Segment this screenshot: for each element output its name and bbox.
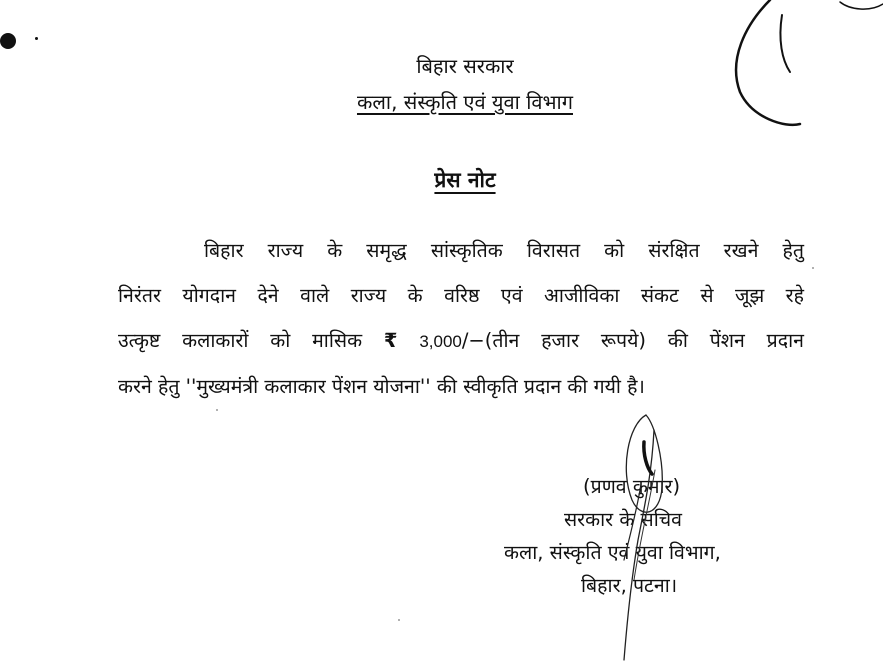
body-line-1: बिहार राज्य के समृद्ध सांस्कृतिक विरासत को संरक्षित रखने हेतु [204,239,804,262]
signatory-location: बिहार, पटना। [581,574,678,597]
pension-amount: 3,000 [419,332,462,351]
signatory-department: कला, संस्कृति एवं युवा विभाग, [504,541,721,564]
rupee-symbol: ₹ [383,329,398,352]
department-name: कला, संस्कृति एवं युवा विभाग [356,90,573,114]
government-name: बिहार सरकार [416,54,514,78]
press-note-title: प्रेस नोट [434,168,496,192]
signatory-name: (प्रणव कुमार) [583,475,681,498]
body-line-3: उत्कृष्ट कलाकारों को मासिक ₹ 3,000/−(तीन हजार रूपये) की पेंशन प्रदान [118,329,805,352]
signatory-designation: सरकार के सचिव [564,508,682,531]
body-line-4: करने हेतु ''मुख्यमंत्री कलाकार पेंशन योजना'' की स्वीकृति प्रदान की गयी है। [118,375,645,398]
body-line-2: निरंतर योगदान देने वाले राज्य के वरिष्ठ एवं आजीविका संकट से जूझ रहे [118,284,804,307]
